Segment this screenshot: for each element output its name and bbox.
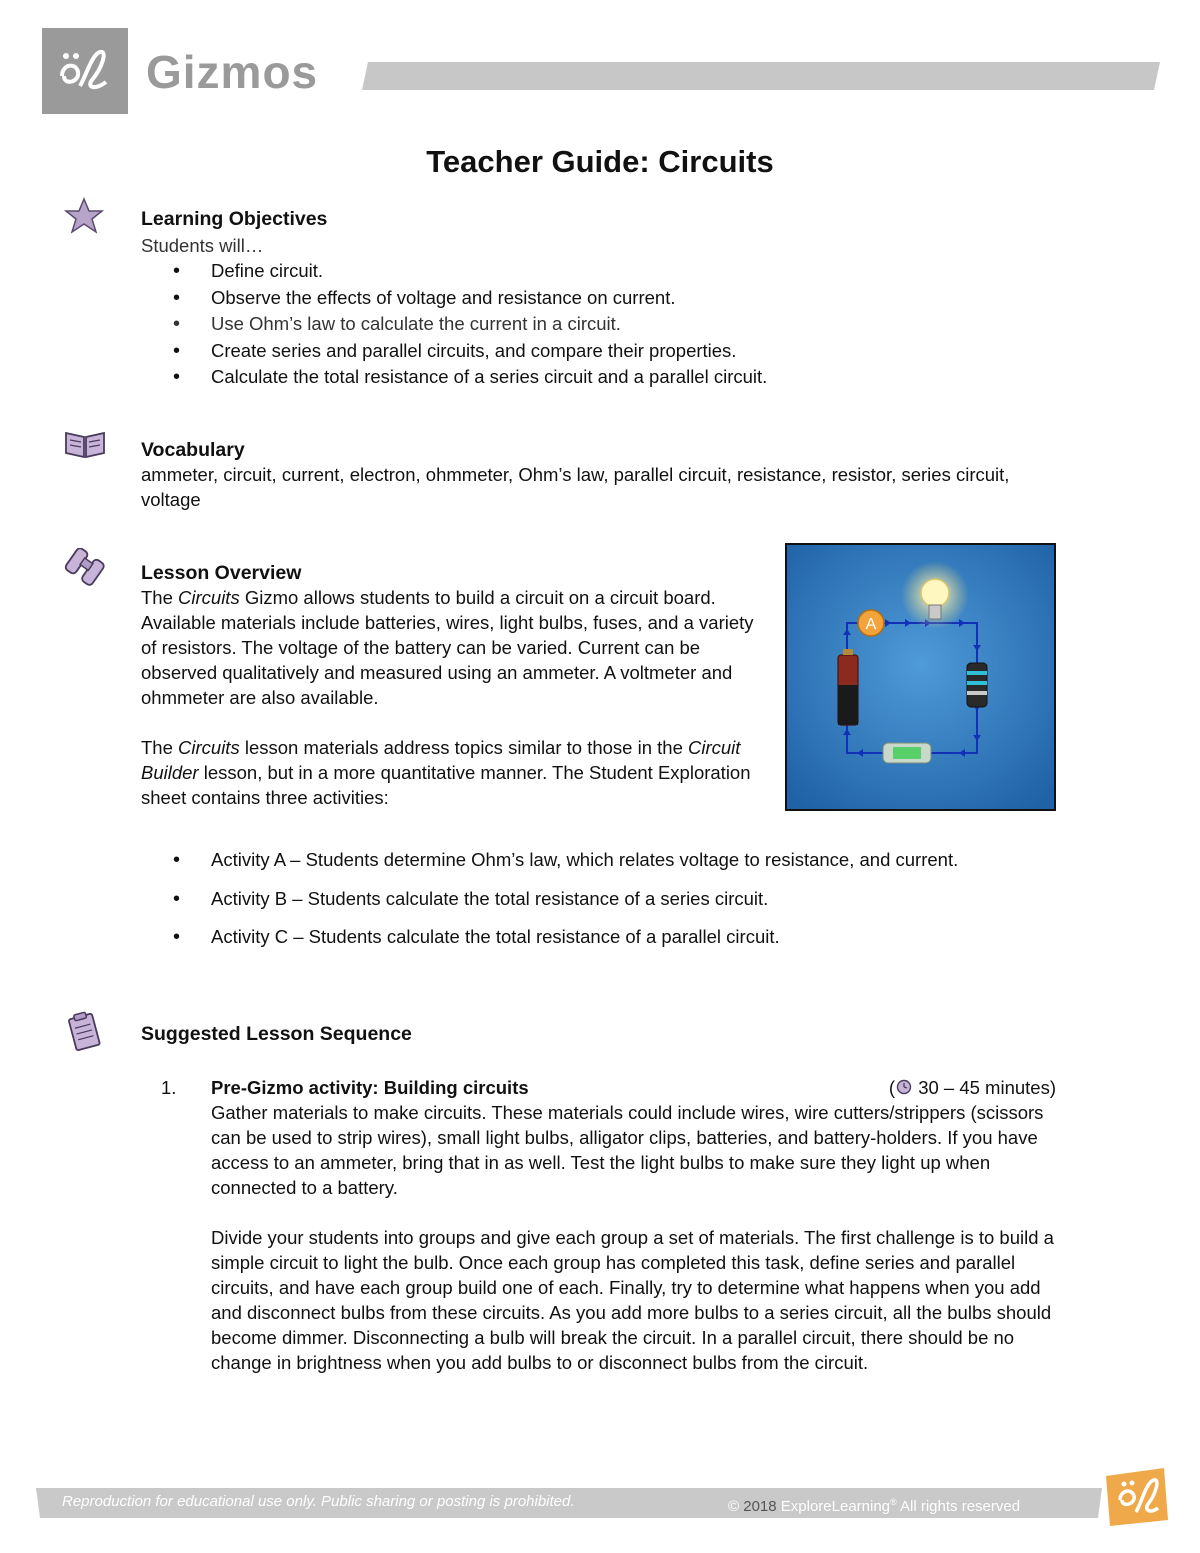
list-item: • Observe the effects of voltage and resistance on current.: [141, 285, 1101, 312]
list-item: • Create series and parallel circuits, and compare their properties.: [141, 338, 1101, 365]
book-icon: [62, 425, 108, 466]
text-span: Gizmo allows students to build a circuit on a circuit board. Available materials include batteries, wires, light bulbs, fuses, and a variety of resistors. The voltage of the battery can be varied. Current can be observed qualitatively and measured using an ammeter. A voltmeter and ohmmeter are also available.: [141, 587, 754, 708]
gizmo-name: Circuits: [178, 587, 240, 608]
copyright-symbol: ©: [728, 1498, 744, 1515]
lesson-overview-section: [141, 561, 761, 810]
company-name: ExploreLearning: [776, 1498, 891, 1515]
header-bar: [362, 62, 1160, 90]
lesson-sequence-section: [141, 1022, 1101, 1046]
circuit-image: [785, 543, 1056, 811]
sequence-step-1: [141, 1075, 1071, 1375]
overview-paragraph-2: [141, 735, 761, 810]
list-item: • Activity A – Students determine Ohm’s law, which relates voltage to resistance, and current.: [141, 847, 1081, 874]
text-span: The: [141, 587, 179, 608]
sequence-heading: Suggested Lesson Sequence: [141, 1023, 412, 1045]
battery-icon: [838, 649, 858, 725]
step-title: Pre-Gizmo activity: Building circuits: [211, 1077, 529, 1098]
lesson-overview-heading: Lesson Overview: [141, 562, 302, 584]
objectives-list: [141, 258, 1101, 391]
rights-text: All rights reserved: [896, 1498, 1021, 1515]
time-value: 30 – 45 minutes): [918, 1077, 1056, 1098]
copyright-year: 2018: [743, 1498, 777, 1515]
activities-list: [141, 847, 1081, 963]
list-item: • Activity C – Students calculate the total resistance of a parallel circuit.: [141, 924, 1081, 951]
learning-objectives-heading: Learning Objectives: [141, 208, 328, 230]
list-item: • Activity B – Students calculate the total resistance of a series circuit.: [141, 886, 1081, 913]
step-paragraph-2: Divide your students into groups and give each group a set of materials. The first challenge is to build a simple circuit to light the bulb. Once each group has completed this task, define series and parallel circuits, and have each group build one of each. Finally, try to determine what happens when you add and disconnect bulbs from these circuits. As you add more bulbs to a series circuit, all the bulbs should become dimmer. Disconnecting a bulb will break the circuit. In a parallel circuit, there should be no change in brightness when you add bulbs to or disconnect bulbs from the circuit.: [211, 1227, 1054, 1373]
lesson-name: Circuit Builder: [141, 737, 741, 783]
step-paragraph-1: Gather materials to make circuits. These materials could include wires, wire cutters/strippers (scissors can be used to strip wires), small light bulbs, alligator clips, batteries, and battery-holders. If you have access to an ammeter, bring that in as well. Test the light bulbs to make sure they light up when connected to a battery.: [211, 1102, 1044, 1198]
ammeter-label: A: [865, 616, 877, 633]
overview-paragraph-1: [141, 585, 761, 710]
registered-mark: ®: [890, 1497, 897, 1507]
clipboard-icon: [62, 1010, 106, 1057]
page-title: Teacher Guide: Circuits: [426, 144, 774, 179]
time-paren: (: [888, 1077, 896, 1098]
step-time: [889, 1075, 1056, 1100]
step-number: 1.: [161, 1077, 177, 1098]
list-item: • Calculate the total resistance of a series circuit and a parallel circuit.: [141, 364, 1101, 391]
footer-copyright: [728, 1492, 1020, 1517]
list-item: • Use Ohm’s law to calculate the current in a circuit.: [141, 311, 1101, 338]
step-title-row: [211, 1075, 1071, 1100]
resistor-icon: [967, 663, 987, 707]
learning-objectives-section: [141, 207, 1101, 391]
list-item: • Define circuit.: [141, 258, 1101, 285]
learning-objectives-intro: Students will…: [141, 235, 264, 256]
binoculars-icon: [62, 548, 108, 593]
light-bulb-icon: [921, 579, 949, 607]
gizmo-name: Circuits: [178, 737, 240, 758]
explorelearning-logo: [42, 28, 128, 114]
clock-icon: [895, 1079, 913, 1095]
text-span: lesson, but in a more quantitative manner. The Student Exploration sheet contains three activities:: [141, 762, 751, 808]
el-logo-icon: [56, 46, 114, 96]
brand-name: Gizmos: [146, 46, 319, 98]
text-span: The: [141, 737, 179, 758]
footer-notice: Reproduction for educational use only. Public sharing or posting is prohibited.: [62, 1493, 575, 1510]
footer-el-logo-icon: [1098, 1464, 1174, 1535]
star-icon: [62, 196, 106, 241]
vocabulary-terms: ammeter, circuit, current, electron, ohmmeter, Ohm’s law, parallel circuit, resistance, resistor, series circuit, voltage: [141, 464, 1010, 510]
fuse-icon: [883, 743, 931, 763]
vocabulary-heading: Vocabulary: [141, 439, 245, 461]
vocabulary-section: [141, 438, 1101, 512]
text-span: lesson materials address topics similar to those in the: [239, 737, 689, 758]
